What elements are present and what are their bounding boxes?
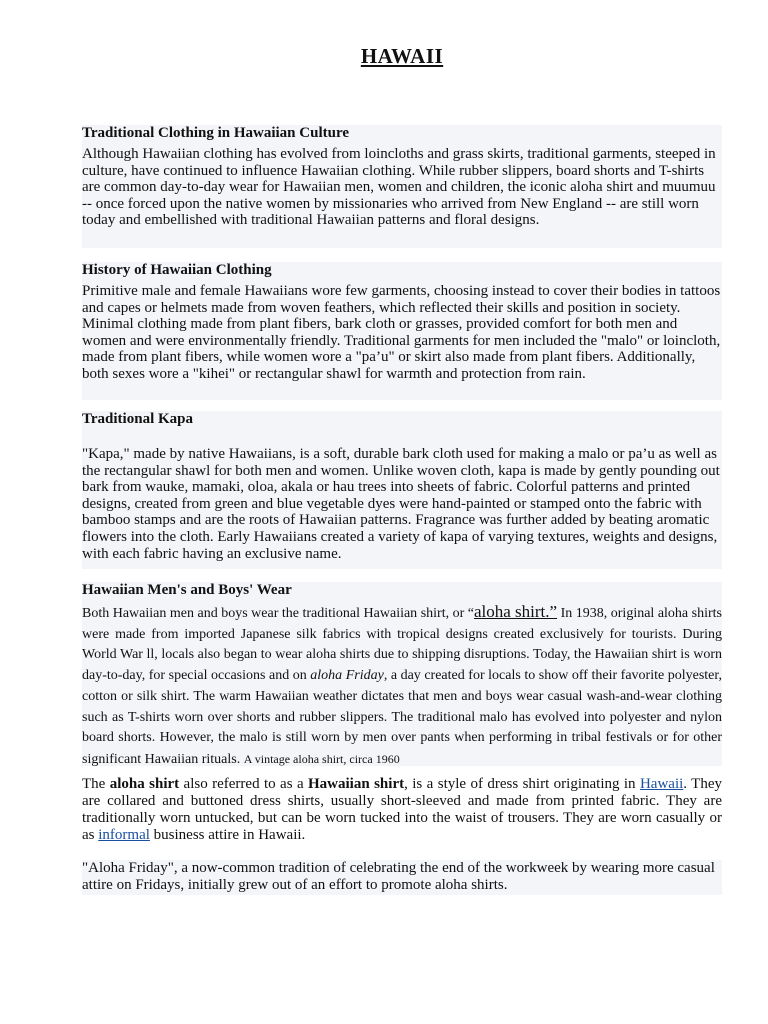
section-heading: Hawaiian Men's and Boys' Wear — [82, 582, 292, 598]
text-run: . — [236, 751, 244, 767]
section-history — [82, 262, 722, 400]
image-caption: A vintage aloha shirt, circa 1960 — [243, 751, 400, 766]
aloha-shirt-link[interactable]: aloha shirt.” — [473, 602, 558, 621]
text-run: In 1938, original aloha shirts were made from imported Japanese silk fabrics with tropical designs created exclusively for tourists. During World War ll, locals also began to wear aloha shirts due to shipping disruptions. Today, the Hawaiian shirt is worn day-to-day, for special occasions and on — [82, 606, 722, 684]
section-traditional-clothing — [82, 125, 722, 248]
bold-term: Hawaiian shirt — [308, 776, 405, 792]
text-run: business attire in Hawaii. — [149, 827, 306, 843]
text-run: , a day created for locals to show off their favorite polyester, cotton or silk shirt. The warm Hawaiian weather dictates that men and boys wear casual wash-and-wear clothing such as T-shirts worn over shorts and rubber slippers. The traditional malo has evolved into polyester and nylon board shorts. However, the malo is still worn by men over pants when performing in tribal festivals or for other significant Hawaiian rituals — [82, 668, 722, 767]
hawaii-link[interactable]: Hawaii — [639, 776, 684, 792]
text-run: The — [82, 776, 110, 792]
section-heading: Traditional Clothing in Hawaiian Culture — [82, 125, 349, 141]
section-aloha-shirt — [82, 776, 722, 844]
section-body: "Aloha Friday", a now-common tradition of celebrating the end of the workweek by wearing more casual attire on Fridays, initially grew out of an effort to promote aloha shirts. — [82, 860, 715, 893]
section-body: Although Hawaiian clothing has evolved from loincloths and grass skirts, traditional garments, steeped in culture, have continued to influence Hawaiian clothing. While rubber slippers, board shorts and T-shirts are common day-to-day wear for Hawaiian men, women and children, the iconic aloha shirt and muumuu -- once forced upon the native women by missionaries who arrived from New England -- are still worn today and embellished with traditional Hawaiian patterns and floral designs. — [82, 146, 716, 229]
section-body — [82, 602, 722, 771]
informal-link[interactable]: informal — [98, 827, 150, 843]
section-heading: History of Hawaiian Clothing — [82, 262, 272, 278]
section-body: "Kapa," made by native Hawaiians, is a soft, durable bark cloth used for making a malo or pa’u as well as the rectangular shawl for both men and women. Unlike woven cloth, kapa is made by gently pounding out bark from wauke, mamaki, oloa, akala or hau trees into sheets of fabric. Colorful patterns and printed designs, created from green and blue vegetable dyes were hand-painted or stamped onto the fabric with bamboo stamps and are the roots of Hawaiian patterns. Fragrance was further added by beating aromatic flowers into the cloth. Early Hawaiians created a variety of kapa of varying textures, weights and designs, with each fabric having an exclusive name. — [82, 446, 720, 562]
section-mens-wear — [82, 582, 722, 766]
section-aloha-friday — [82, 860, 722, 895]
page-title: HAWAII — [360, 44, 444, 68]
section-heading: Traditional Kapa — [82, 411, 193, 427]
text-run: also referred to as a — [179, 776, 309, 792]
text-run: Both Hawaiian men and boys wear the traditional Hawaiian shirt, or “ — [82, 606, 474, 621]
section-body — [82, 776, 722, 844]
section-body: Primitive male and female Hawaiians wore few garments, choosing instead to cover their bodies in tattoos and capes or helmets made from woven feathers, which reflected their skills and position in society. Minimal clothing made from plant fibers, bark cloth or grasses, provided comfort for both men and women and were environmentally friendly. Traditional garments for men included the "malo" or loincloth, made from plant fibers, while women wore a "pa’u" or skirt also made from plant fibers. Additionally, both sexes wore a "kihei" or rectangular shawl for warmth and protection from rain. — [82, 283, 721, 382]
bold-term: aloha shirt — [109, 776, 180, 792]
section-kapa — [82, 411, 722, 569]
aloha-friday-italic: aloha Friday — [310, 668, 384, 684]
text-run: . They are collared and buttoned dress shirts, usually short-sleeved and made from printed fabric. They are traditionally worn untucked, but can be worn tucked into the waist of trousers. They are worn casually or as — [82, 776, 722, 843]
text-run: , is a style of dress shirt originating in — [404, 776, 640, 792]
